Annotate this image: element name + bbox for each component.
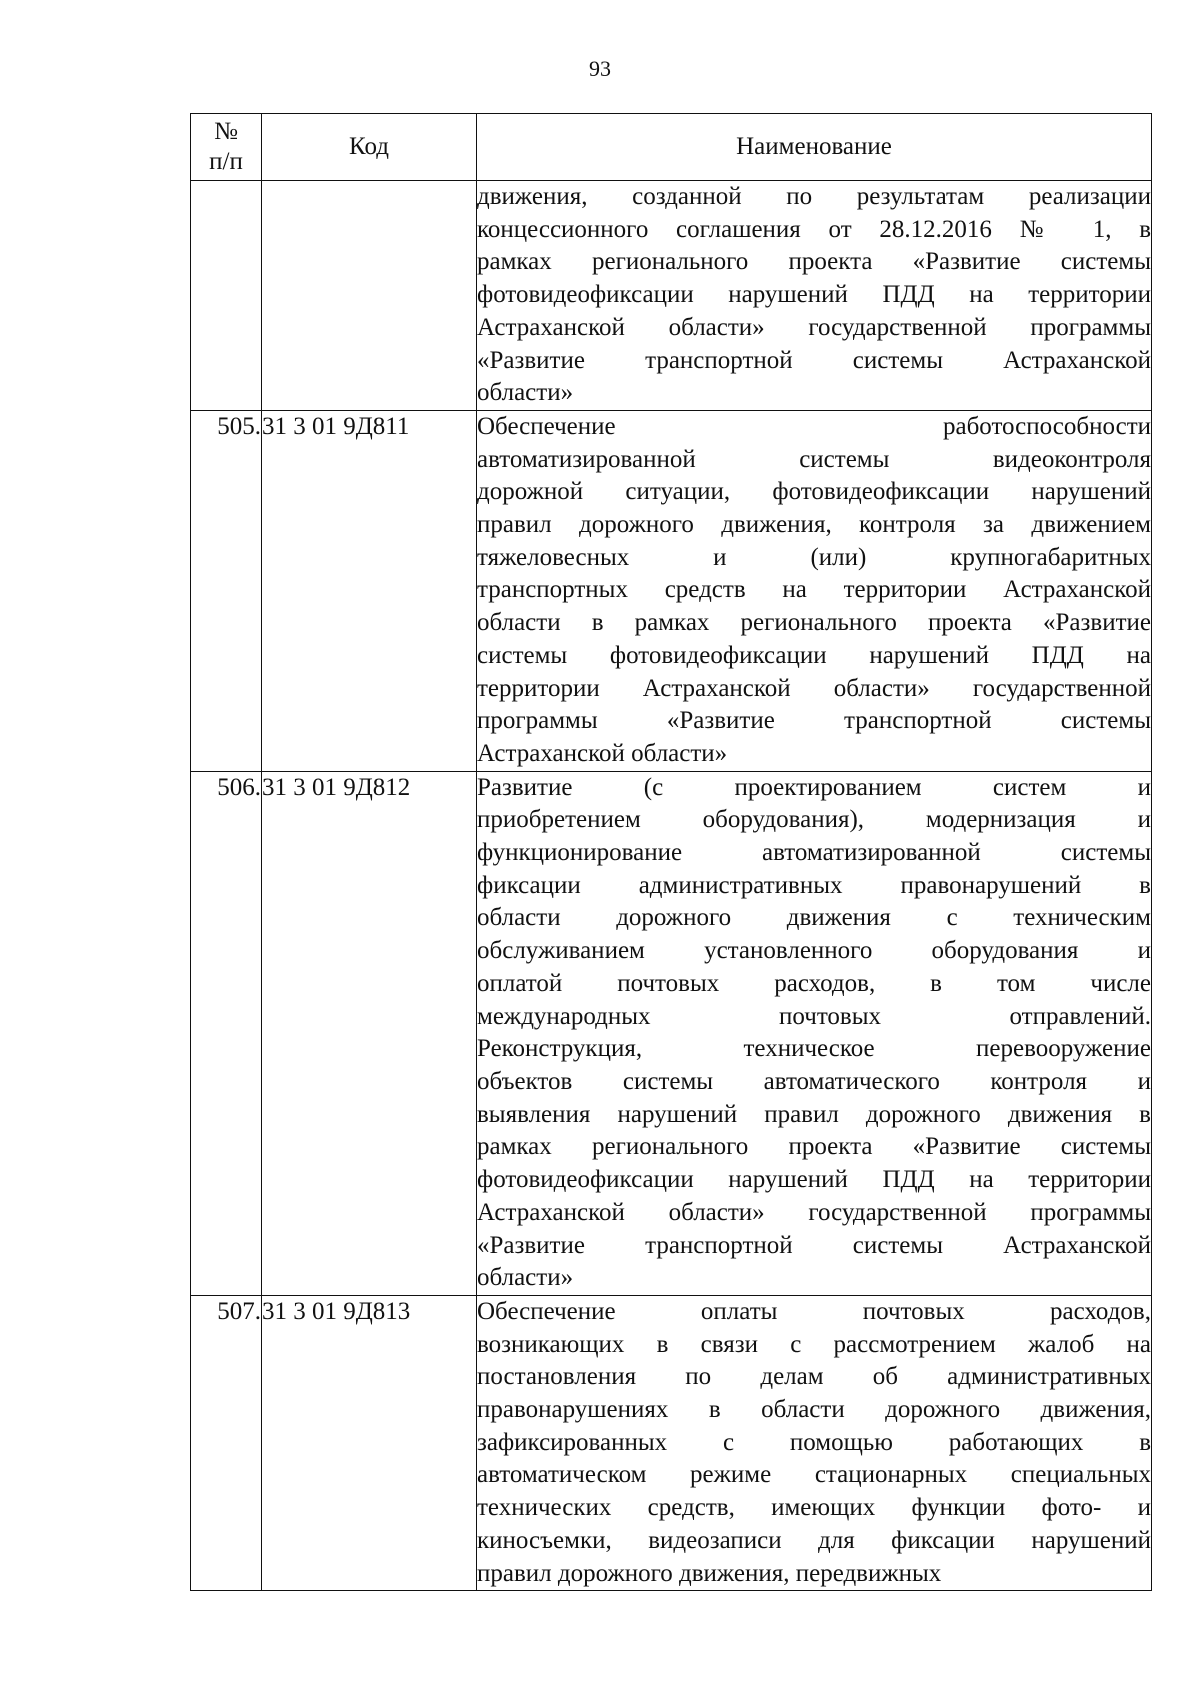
name-line: фиксации административных правонарушений в [477, 871, 1151, 899]
name-line: оплатой почтовых расходов, в том числе [477, 969, 1151, 997]
table-row [191, 181, 1152, 411]
name-line: области в рамках регионального проекта «Развитие [477, 609, 1151, 637]
name-line: зафиксированных с помощью работающих в [477, 1428, 1151, 1456]
name-line: Реконструкция, техническое перевооружение [477, 1035, 1151, 1063]
name-line: автоматизированной системы видеоконтроля [477, 445, 1151, 473]
row-number: 505. [191, 410, 262, 771]
table-row [191, 1295, 1152, 1590]
name-line: Астраханской области» государственной программы [477, 313, 1151, 341]
row-number: 507. [191, 1295, 262, 1590]
name-line: правонарушениях в области дорожного движения, [477, 1396, 1151, 1424]
name-line: автоматическом режиме стационарных специальных [477, 1461, 1151, 1489]
name-line: фотовидеофиксации нарушений ПДД на территории [477, 1166, 1151, 1194]
name-line: системы фотовидеофиксации нарушений ПДД на [477, 641, 1151, 669]
row-number [191, 181, 262, 411]
row-name [477, 1295, 1152, 1590]
name-line: объектов системы автоматического контроля и [477, 1067, 1151, 1095]
name-line: Обеспечение работоспособности [477, 412, 1151, 440]
name-line: постановления по делам об административных [477, 1363, 1151, 1391]
name-line: территории Астраханской области» государственной [477, 674, 1151, 702]
name-line: Обеспечение оплаты почтовых расходов, [477, 1297, 1151, 1325]
name-line: Развитие (с проектированием систем и [477, 773, 1151, 801]
name-line: возникающих в связи с рассмотрением жалоб на [477, 1330, 1151, 1358]
name-line: рамках регионального проекта «Развитие системы [477, 1133, 1151, 1161]
name-line: международных почтовых отправлений. [477, 1002, 1151, 1030]
table-header-row [191, 114, 1152, 181]
name-line: «Развитие транспортной системы Астраханской [477, 346, 1151, 374]
row-name [477, 410, 1152, 771]
row-number: 506. [191, 771, 262, 1295]
name-line: Астраханской области» государственной программы [477, 1198, 1151, 1226]
name-line: правил дорожного движения, контроля за движением [477, 511, 1151, 539]
header-number-abbr: п/п [209, 148, 243, 175]
name-line: движения, созданной по результатам реализации [477, 183, 1151, 210]
table-row [191, 771, 1152, 1295]
name-line: области» [477, 1264, 574, 1292]
page-number: 93 [589, 56, 611, 81]
registry-table [190, 113, 1152, 1591]
header-code: Код [262, 114, 477, 181]
name-line: технических средств, имеющих функции фото- и [477, 1494, 1151, 1522]
row-name [477, 181, 1152, 411]
name-line: выявления нарушений правил дорожного движения в [477, 1100, 1151, 1128]
table-row [191, 410, 1152, 771]
name-line: «Развитие транспортной системы Астраханской [477, 1231, 1151, 1259]
header-name: Наименование [477, 114, 1152, 181]
name-line: области» [477, 379, 574, 407]
row-code: 31 3 01 9Д811 [262, 410, 477, 771]
name-line: рамках регионального проекта «Развитие системы [477, 248, 1151, 276]
name-line: правил дорожного движения, передвижных [477, 1559, 942, 1587]
name-line: фотовидеофиксации нарушений ПДД на территории [477, 281, 1151, 309]
row-name [477, 771, 1152, 1295]
row-code: 31 3 01 9Д812 [262, 771, 477, 1295]
name-line: функционирование автоматизированной системы [477, 839, 1151, 867]
name-line: области дорожного движения с техническим [477, 904, 1151, 932]
name-line: тяжеловесных и (или) крупногабаритных [477, 543, 1151, 571]
name-line: приобретением оборудования), модернизация и [477, 806, 1151, 834]
header-number [191, 114, 262, 181]
name-line: концессионного соглашения от 28.12.2016 № 1, в [477, 215, 1151, 243]
name-line: Астраханской области» [477, 739, 728, 767]
name-line: дорожной ситуации, фотовидеофиксации нарушений [477, 478, 1151, 506]
row-code [262, 181, 477, 411]
name-line: обслуживанием установленного оборудования и [477, 937, 1151, 965]
row-code: 31 3 01 9Д813 [262, 1295, 477, 1590]
name-line: программы «Развитие транспортной системы [477, 707, 1151, 735]
header-number-sign: № [214, 118, 238, 145]
name-line: транспортных средств на территории Астраханской [477, 576, 1151, 604]
name-line: киносъемки, видеозаписи для фиксации нарушений [477, 1526, 1151, 1554]
